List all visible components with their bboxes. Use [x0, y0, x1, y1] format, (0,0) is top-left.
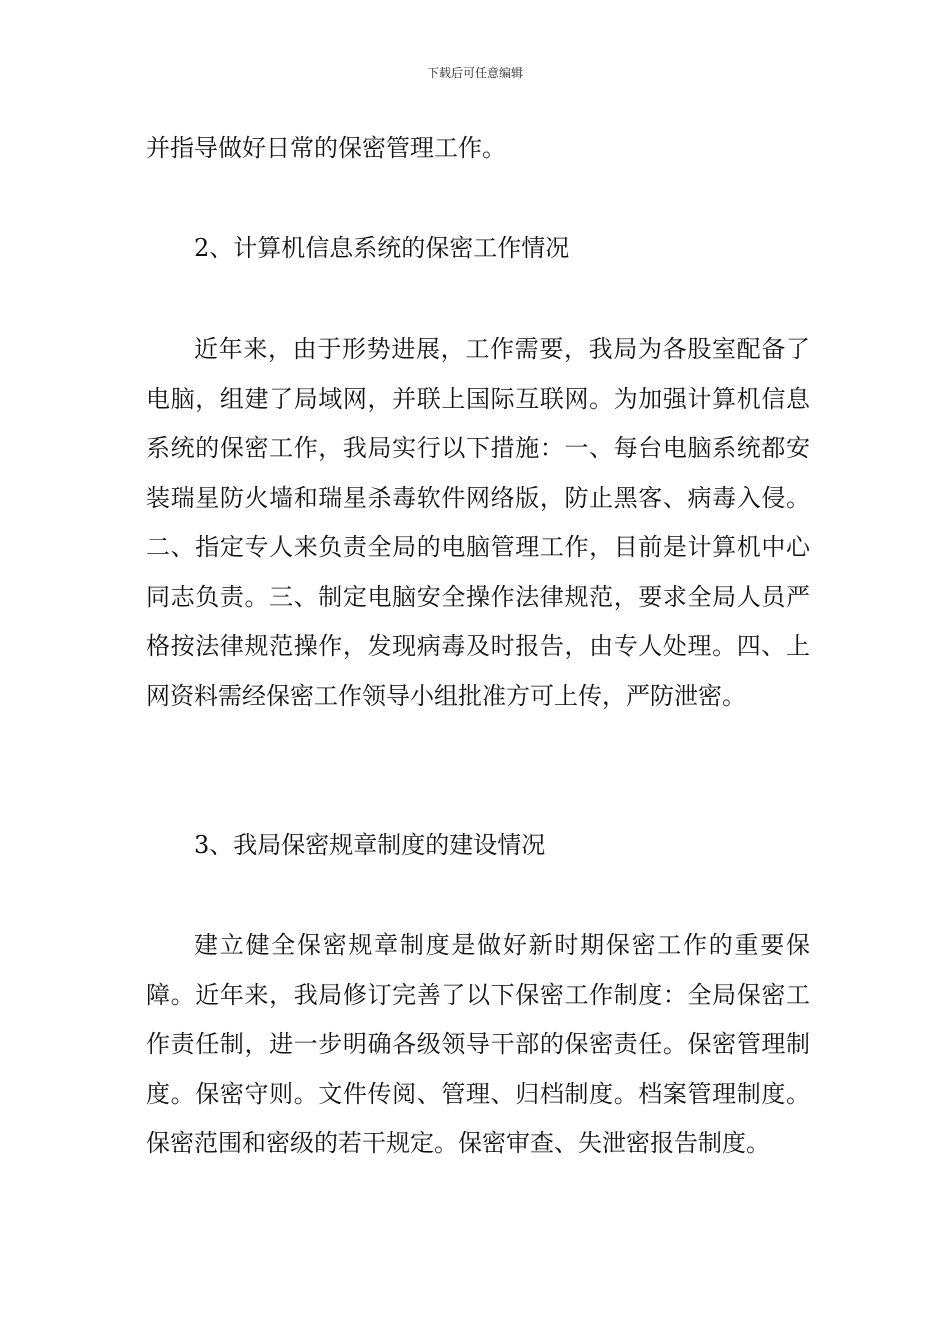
- paragraph-computer-security: 近年来，由于形势进展，工作需要，我局为各股室配备了电脑，组建了局域网，并联上国际互联网。为加强计算机信息系统的保密工作，我局实行以下措施：一、每台电脑系统都安装瑞星防火墙和瑞星杀毒软件网络版，防止黑客、病毒入侵。二、指定专人来负责全局的电脑管理工作，目前是计算机中心同志负责。三、制定电脑安全操作法律规范，要求全局人员严格按法律规范操作，发现病毒及时报告，由专人处理。四、上网资料需经保密工作领导小组批准方可上传，严防泄密。: [146, 335, 810, 710]
- page-header: 下载后可任意编辑: [426, 66, 523, 80]
- paragraph-regulations: 建立健全保密规章制度是做好新时期保密工作的重要保障。近年来，我局修订完善了以下保密工作制度：全局保密工作责任制，进一步明确各级领导干部的保密责任。保密管理制度。保密守则。文件传阅、管理、归档制度。档案管理制度。保密范围和密级的若干规定。保密审查、失泄密报告制度。: [146, 931, 810, 1157]
- section-heading-3: 3、我局保密规章制度的建设情况: [194, 831, 546, 859]
- section-heading-2: 2、计算机信息系统的保密工作情况: [194, 234, 570, 262]
- paragraph-continuation: 并指导做好日常的保密管理工作。: [146, 134, 506, 162]
